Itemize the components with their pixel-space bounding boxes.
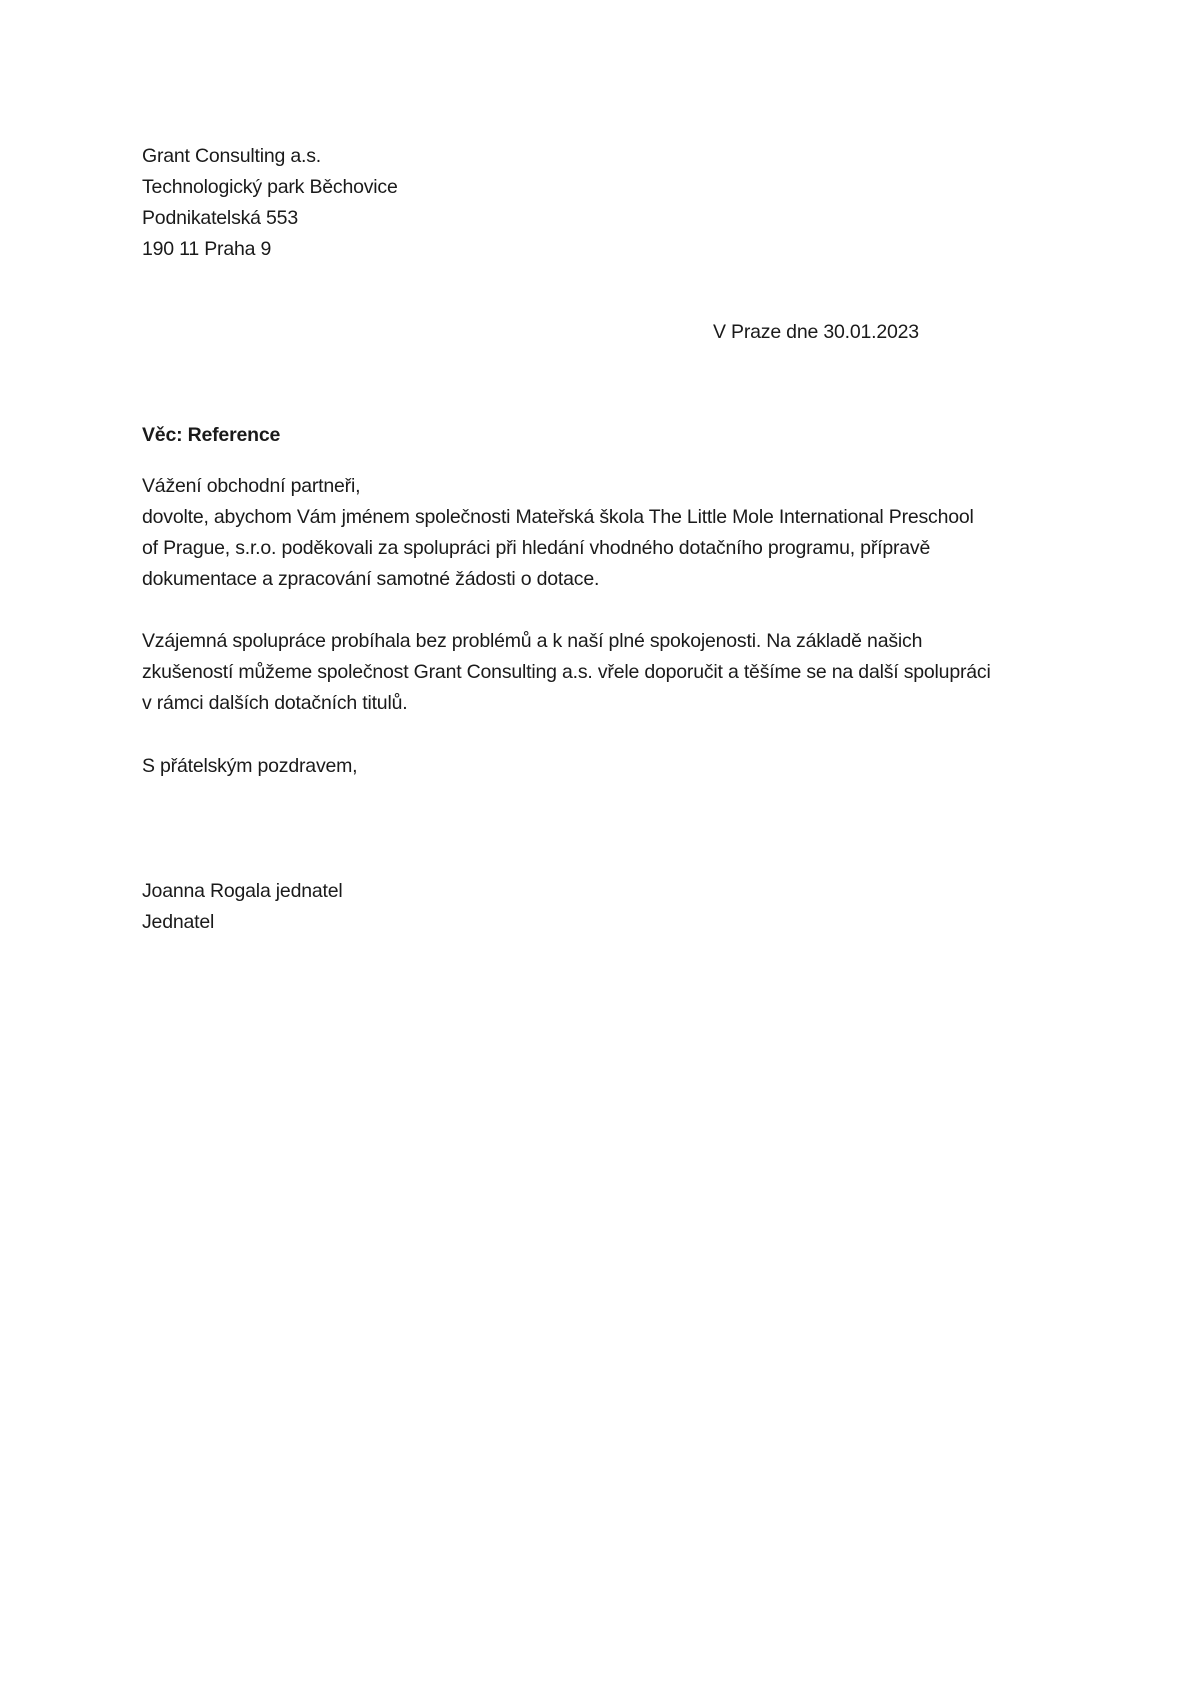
signature-name: Joanna Rogala jednatel [142, 880, 343, 902]
paragraph-1-line-2: of Prague, s.r.o. poděkovali za spolupráci při hledání vhodného dotačního programu, přípravě [142, 537, 931, 559]
letter-salutation: Vážení obchodní partneři, [142, 475, 361, 497]
sender-location: Technologický park Běchovice [142, 176, 398, 198]
signature-title: Jednatel [142, 911, 215, 933]
paragraph-2-line-3: v rámci dalších dotačních titulů. [142, 692, 408, 714]
letter-closing: S přátelským pozdravem, [142, 755, 358, 777]
sender-company: Grant Consulting a.s. [142, 145, 321, 167]
paragraph-2-line-2: zkušeností můžeme společnost Grant Consulting a.s. vřele doporučit a těšíme se na další spolupráci [142, 661, 991, 683]
letter-subject: Věc: Reference [142, 424, 281, 446]
paragraph-2-line-1: Vzájemná spolupráce probíhala bez problémů a k naší plné spokojenosti. Na základě našich [142, 630, 923, 652]
paragraph-1-line-1: dovolte, abychom Vám jménem společnosti Mateřská škola The Little Mole International Preschool [142, 506, 974, 528]
paragraph-1-line-3: dokumentace a zpracování samotné žádosti o dotace. [142, 568, 600, 590]
sender-city: 190 11 Praha 9 [142, 238, 272, 260]
letter-date: V Praze dne 30.01.2023 [713, 321, 919, 343]
sender-street: Podnikatelská 553 [142, 207, 298, 229]
